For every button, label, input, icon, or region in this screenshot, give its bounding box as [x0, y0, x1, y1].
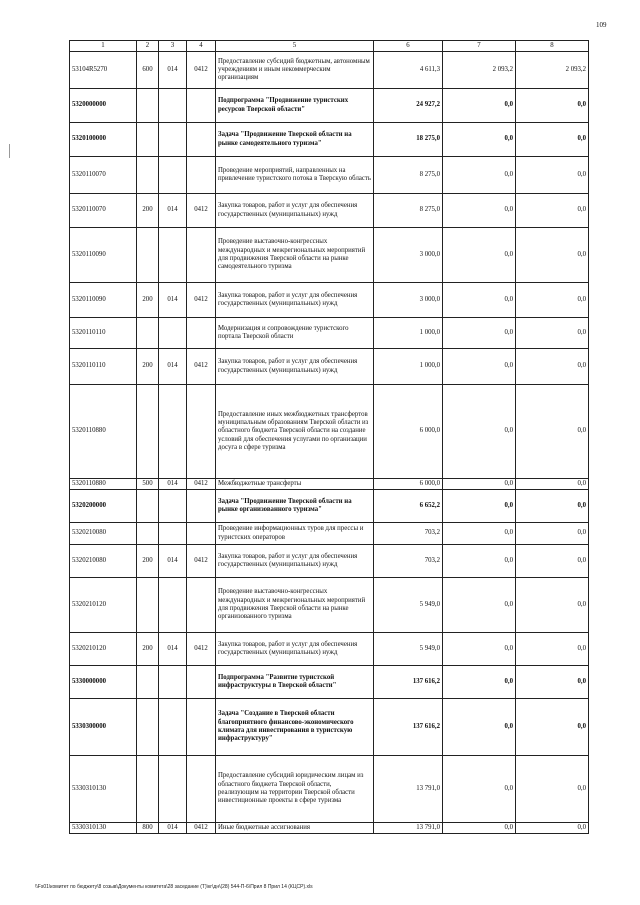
- rz-cell: [159, 157, 187, 194]
- amount-cell: 0,0: [443, 194, 516, 228]
- kvr-cell: 500: [137, 479, 159, 490]
- code-cell: 5330300000: [70, 699, 137, 756]
- pr-cell: [187, 756, 216, 823]
- amount-cell: 0,0: [443, 756, 516, 823]
- amount-cell: 3 000,0: [374, 228, 443, 283]
- pr-cell: 0412: [187, 823, 216, 834]
- code-cell: 5320200000: [70, 490, 137, 523]
- name-cell: Межбюджетные трансферты: [216, 479, 374, 490]
- code-cell: 5320210080: [70, 545, 137, 578]
- amount-cell: 0,0: [443, 578, 516, 633]
- rz-cell: 014: [159, 283, 187, 318]
- code-cell: 5320110090: [70, 283, 137, 318]
- name-cell: Подпрограмма "Развитие туристской инфраструктуры в Тверской области": [216, 666, 374, 699]
- kvr-cell: 200: [137, 194, 159, 228]
- table-row: [70, 633, 589, 666]
- amount-cell: 137 616,2: [374, 699, 443, 756]
- rz-cell: [159, 699, 187, 756]
- code-cell: 5320210120: [70, 578, 137, 633]
- amount-cell: 0,0: [443, 283, 516, 318]
- amount-cell: 0,0: [516, 89, 589, 123]
- code-cell: 5320000000: [70, 89, 137, 123]
- kvr-cell: [137, 699, 159, 756]
- amount-cell: 137 616,2: [374, 666, 443, 699]
- header-cell: 7: [443, 41, 516, 52]
- rz-cell: [159, 666, 187, 699]
- code-cell: 5320110070: [70, 194, 137, 228]
- amount-cell: 0,0: [516, 545, 589, 578]
- file-path-footer: \\Fs01\комитет по бюджету\8 созыв\Документы комитета\28 заседание (Т)\кг\дн\(28) 544-П-6\Прил 8 Прил 14 (КЦСР).xls: [35, 884, 313, 890]
- header-cell: 3: [159, 41, 187, 52]
- amount-cell: 0,0: [516, 823, 589, 834]
- kvr-cell: [137, 228, 159, 283]
- amount-cell: 0,0: [516, 578, 589, 633]
- pr-cell: 0412: [187, 194, 216, 228]
- table-row: [70, 823, 589, 834]
- name-cell: Закупка товаров, работ и услуг для обеспечения государственных (муниципальных) нужд: [216, 349, 374, 385]
- amount-cell: 0,0: [443, 228, 516, 283]
- code-cell: 5320110090: [70, 228, 137, 283]
- amount-cell: 0,0: [516, 490, 589, 523]
- amount-cell: 0,0: [516, 523, 589, 545]
- header-cell: 8: [516, 41, 589, 52]
- pr-cell: 0412: [187, 283, 216, 318]
- name-cell: Закупка товаров, работ и услуг для обеспечения государственных (муниципальных) нужд: [216, 545, 374, 578]
- name-cell: Задача "Продвижение Тверской области на рынке самодеятельного туризма": [216, 123, 374, 157]
- amount-cell: 5 949,0: [374, 633, 443, 666]
- rz-cell: [159, 756, 187, 823]
- kvr-cell: [137, 523, 159, 545]
- pr-cell: 0412: [187, 545, 216, 578]
- header-cell: 5: [216, 41, 374, 52]
- rz-cell: 014: [159, 545, 187, 578]
- rz-cell: [159, 228, 187, 283]
- pr-cell: [187, 699, 216, 756]
- table-row: [70, 479, 589, 490]
- amount-cell: 18 275,0: [374, 123, 443, 157]
- rz-cell: [159, 318, 187, 349]
- rz-cell: 014: [159, 633, 187, 666]
- rz-cell: [159, 490, 187, 523]
- name-cell: Предоставление субсидий бюджетным, автономным учреждениям и иным некоммерческим организациям: [216, 52, 374, 89]
- code-cell: 53104R5270: [70, 52, 137, 89]
- name-cell: Подпрограмма "Продвижение туристских ресурсов Тверской области": [216, 89, 374, 123]
- amount-cell: 0,0: [516, 123, 589, 157]
- rz-cell: [159, 578, 187, 633]
- amount-cell: 6 000,0: [374, 479, 443, 490]
- amount-cell: 1 000,0: [374, 318, 443, 349]
- code-cell: 5320210080: [70, 523, 137, 545]
- pr-cell: 0412: [187, 479, 216, 490]
- amount-cell: 0,0: [443, 157, 516, 194]
- kvr-cell: [137, 89, 159, 123]
- kvr-cell: [137, 490, 159, 523]
- code-cell: 5320100000: [70, 123, 137, 157]
- amount-cell: 0,0: [516, 633, 589, 666]
- pr-cell: [187, 123, 216, 157]
- table-row: [70, 89, 589, 123]
- table-row: [70, 578, 589, 633]
- rz-cell: [159, 523, 187, 545]
- code-cell: 5320110110: [70, 349, 137, 385]
- amount-cell: 8 275,0: [374, 194, 443, 228]
- amount-cell: 0,0: [443, 123, 516, 157]
- rz-cell: [159, 123, 187, 157]
- kvr-cell: 600: [137, 52, 159, 89]
- table-row: [70, 666, 589, 699]
- amount-cell: 24 927,2: [374, 89, 443, 123]
- kvr-cell: [137, 756, 159, 823]
- amount-cell: 0,0: [443, 545, 516, 578]
- table-row: [70, 123, 589, 157]
- rz-cell: [159, 385, 187, 479]
- pr-cell: [187, 385, 216, 479]
- amount-cell: 0,0: [516, 699, 589, 756]
- amount-cell: 0,0: [516, 283, 589, 318]
- amount-cell: 13 791,0: [374, 756, 443, 823]
- table-row: [70, 523, 589, 545]
- name-cell: Закупка товаров, работ и услуг для обеспечения государственных (муниципальных) нужд: [216, 194, 374, 228]
- amount-cell: 0,0: [443, 490, 516, 523]
- pr-cell: 0412: [187, 349, 216, 385]
- pr-cell: [187, 490, 216, 523]
- rz-cell: [159, 89, 187, 123]
- amount-cell: 0,0: [443, 823, 516, 834]
- name-cell: Проведение мероприятий, направленных на привлечение туристского потока в Тверскую область: [216, 157, 374, 194]
- pr-cell: [187, 157, 216, 194]
- code-cell: 5320110110: [70, 318, 137, 349]
- kvr-cell: [137, 578, 159, 633]
- kvr-cell: 200: [137, 633, 159, 666]
- amount-cell: 0,0: [443, 523, 516, 545]
- pr-cell: [187, 228, 216, 283]
- amount-cell: 13 791,0: [374, 823, 443, 834]
- page-number: 109: [596, 21, 607, 29]
- name-cell: Предоставление иных межбюджетных трансфертов муниципальным образованиям Тверской области из областного бюджета Тверской области на создание условий для обеспечения услугами по организации досуга в сфере туризма: [216, 385, 374, 479]
- amount-cell: 0,0: [516, 157, 589, 194]
- amount-cell: 8 275,0: [374, 157, 443, 194]
- amount-cell: 0,0: [516, 756, 589, 823]
- table-row: [70, 490, 589, 523]
- amount-cell: 703,2: [374, 545, 443, 578]
- name-cell: Задача "Продвижение Тверской области на рынке организованного туризма": [216, 490, 374, 523]
- amount-cell: 6 652,2: [374, 490, 443, 523]
- table-row: [70, 157, 589, 194]
- code-cell: 5330310130: [70, 756, 137, 823]
- amount-cell: 0,0: [516, 385, 589, 479]
- name-cell: Модернизация и сопровождение туристского портала Тверской области: [216, 318, 374, 349]
- kvr-cell: 200: [137, 545, 159, 578]
- amount-cell: 5 949,0: [374, 578, 443, 633]
- name-cell: Закупка товаров, работ и услуг для обеспечения государственных (муниципальных) нужд: [216, 633, 374, 666]
- amount-cell: 0,0: [443, 633, 516, 666]
- amount-cell: 3 000,0: [374, 283, 443, 318]
- rz-cell: 014: [159, 823, 187, 834]
- amount-cell: 0,0: [443, 666, 516, 699]
- code-cell: 5320110070: [70, 157, 137, 194]
- amount-cell: 0,0: [516, 194, 589, 228]
- code-cell: 5320110880: [70, 385, 137, 479]
- amount-cell: 6 000,0: [374, 385, 443, 479]
- amount-cell: 0,0: [443, 89, 516, 123]
- table-row: [70, 349, 589, 385]
- amount-cell: 2 093,2: [516, 52, 589, 89]
- code-cell: 5320210120: [70, 633, 137, 666]
- kvr-cell: [137, 666, 159, 699]
- pr-cell: 0412: [187, 52, 216, 89]
- code-cell: 5330310130: [70, 823, 137, 834]
- name-cell: Проведение информационных туров для прессы и туристских операторов: [216, 523, 374, 545]
- table-row: [70, 699, 589, 756]
- pr-cell: [187, 89, 216, 123]
- pr-cell: [187, 523, 216, 545]
- margin-mark: [9, 144, 10, 158]
- kvr-cell: [137, 318, 159, 349]
- rz-cell: 014: [159, 479, 187, 490]
- table-row: [70, 283, 589, 318]
- pr-cell: 0412: [187, 633, 216, 666]
- kvr-cell: [137, 385, 159, 479]
- rz-cell: 014: [159, 349, 187, 385]
- kvr-cell: [137, 157, 159, 194]
- amount-cell: 0,0: [443, 385, 516, 479]
- header-cell: 4: [187, 41, 216, 52]
- table-header-row: [70, 41, 589, 52]
- name-cell: Предоставление субсидий юридическим лицам из областного бюджета Тверской области, реализующим на территории Тверской области инвестиционные проекты в сфере туризма: [216, 756, 374, 823]
- pr-cell: [187, 666, 216, 699]
- header-cell: 1: [70, 41, 137, 52]
- table-row: [70, 228, 589, 283]
- kvr-cell: 200: [137, 283, 159, 318]
- name-cell: Закупка товаров, работ и услуг для обеспечения государственных (муниципальных) нужд: [216, 283, 374, 318]
- amount-cell: 0,0: [516, 479, 589, 490]
- kvr-cell: 800: [137, 823, 159, 834]
- pr-cell: [187, 318, 216, 349]
- header-cell: 6: [374, 41, 443, 52]
- table-row: [70, 52, 589, 89]
- rz-cell: 014: [159, 52, 187, 89]
- code-cell: 5330000000: [70, 666, 137, 699]
- table-row: [70, 318, 589, 349]
- amount-cell: 0,0: [443, 479, 516, 490]
- amount-cell: 1 000,0: [374, 349, 443, 385]
- amount-cell: 0,0: [516, 666, 589, 699]
- amount-cell: 0,0: [516, 228, 589, 283]
- amount-cell: 0,0: [443, 318, 516, 349]
- budget-table: [69, 40, 589, 834]
- kvr-cell: 200: [137, 349, 159, 385]
- rz-cell: 014: [159, 194, 187, 228]
- pr-cell: [187, 578, 216, 633]
- name-cell: Иные бюджетные ассигнования: [216, 823, 374, 834]
- table-row: [70, 545, 589, 578]
- name-cell: Проведение выставочно-конгрессных международных и межрегиональных мероприятий для продвижения Тверской области на рынке самодеятельного туризма: [216, 228, 374, 283]
- amount-cell: 4 611,3: [374, 52, 443, 89]
- amount-cell: 703,2: [374, 523, 443, 545]
- amount-cell: 0,0: [443, 699, 516, 756]
- amount-cell: 2 093,2: [443, 52, 516, 89]
- table-row: [70, 194, 589, 228]
- amount-cell: 0,0: [443, 349, 516, 385]
- amount-cell: 0,0: [516, 349, 589, 385]
- name-cell: Задача "Создание в Тверской области благоприятного финансово-экономического климата для инвестирования в туристскую инфраструктуру": [216, 699, 374, 756]
- header-cell: 2: [137, 41, 159, 52]
- table-row: [70, 385, 589, 479]
- name-cell: Проведение выставочно-конгрессных международных и межрегиональных мероприятий для продвижения Тверской области на рынке организованного туризма: [216, 578, 374, 633]
- kvr-cell: [137, 123, 159, 157]
- amount-cell: 0,0: [516, 318, 589, 349]
- code-cell: 5320110880: [70, 479, 137, 490]
- table-row: [70, 756, 589, 823]
